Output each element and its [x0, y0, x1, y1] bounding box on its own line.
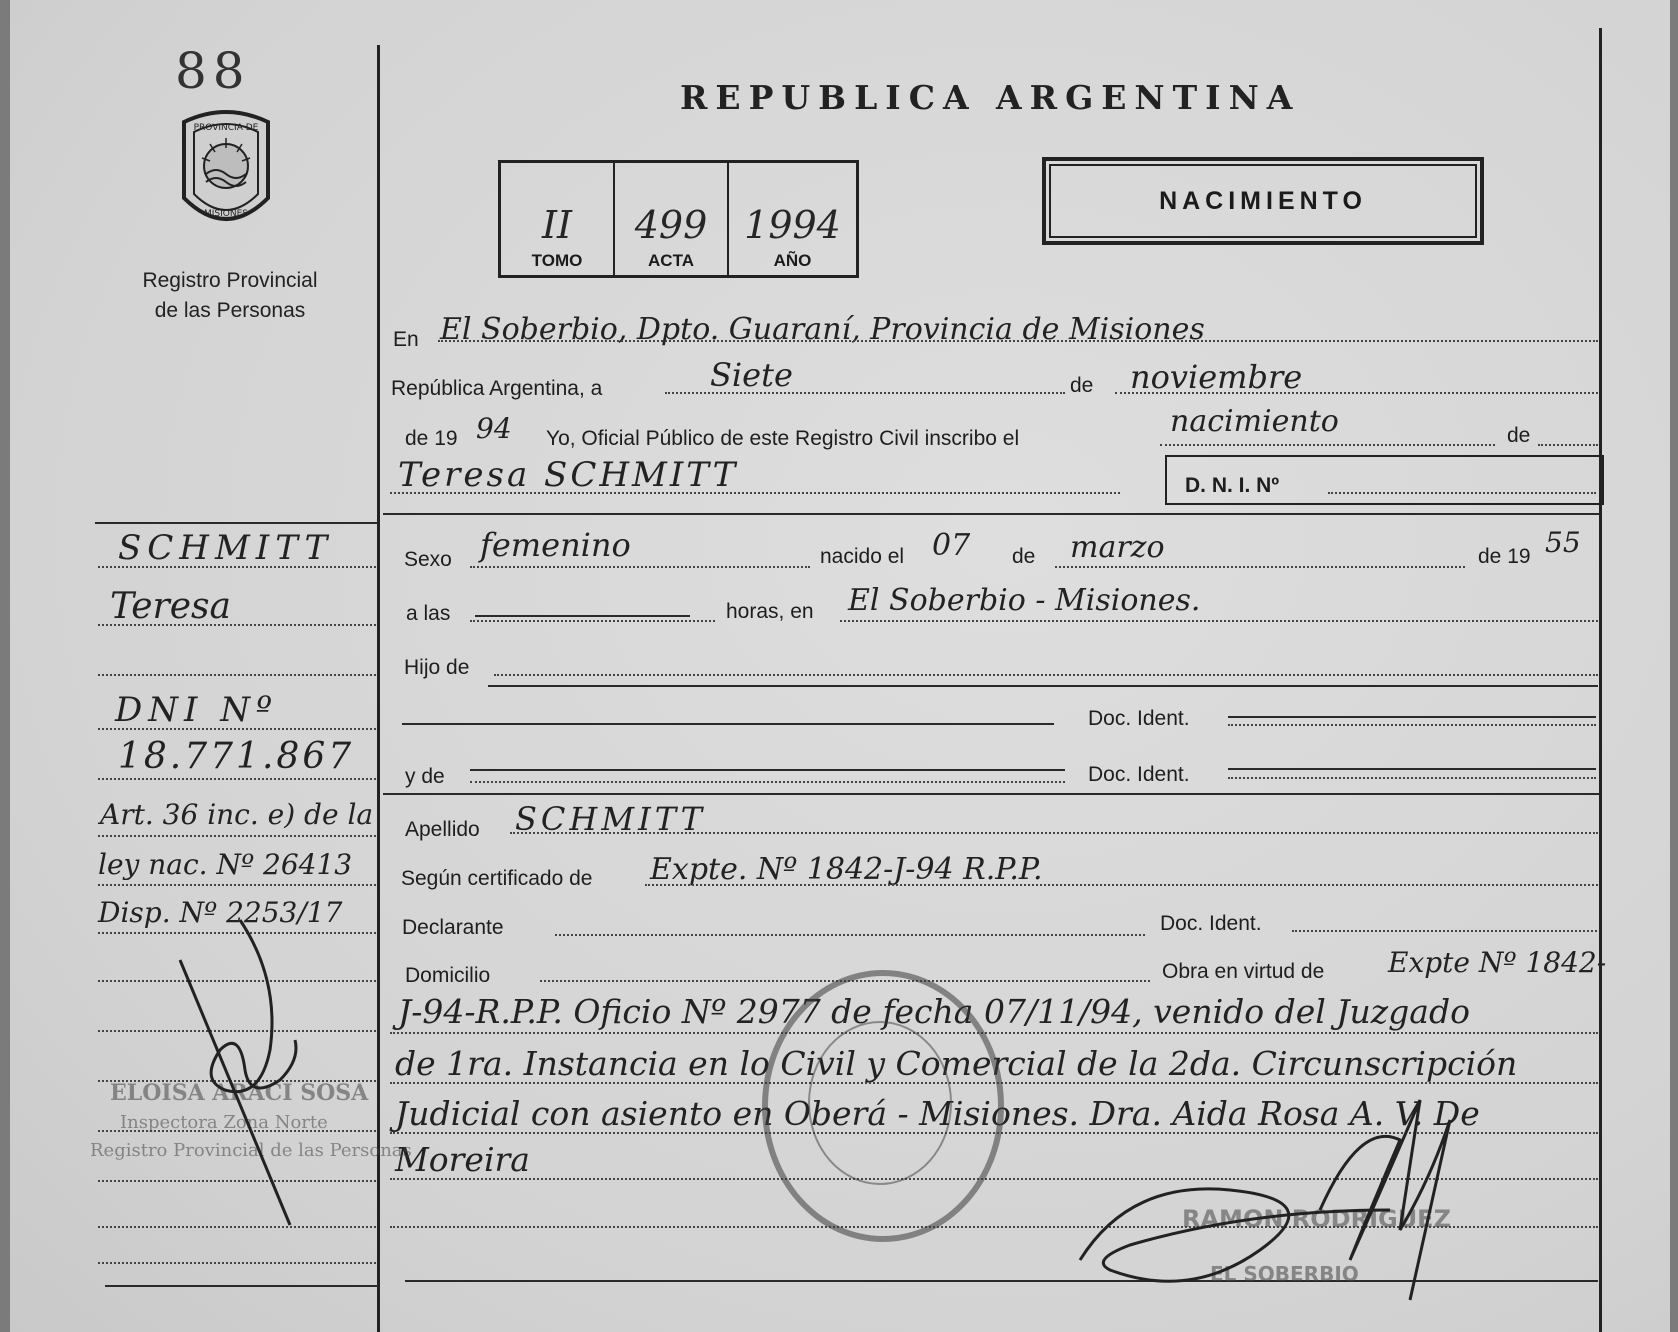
section-rule [383, 513, 1599, 515]
yde-label: y de [405, 765, 445, 788]
apellido-line [510, 832, 1598, 834]
section-rule-2 [383, 793, 1599, 795]
right-border [1599, 28, 1602, 1332]
horas-label: horas, en [726, 600, 814, 623]
place-value: El Soberbio - Misiones. [848, 583, 1201, 618]
margin-note-1: Art. 36 inc. e) de la [100, 798, 374, 831]
inspector-signature [170, 900, 310, 1230]
record-number-box [498, 160, 859, 278]
margin-line-6 [98, 835, 376, 837]
inspector-org-stamp: Registro Provincial de las Personas [90, 1140, 412, 1161]
nacido-label: nacido el [820, 545, 905, 568]
inspector-title-stamp: Inspectora Zona Norte [120, 1112, 328, 1133]
tomo-cell [501, 163, 615, 275]
seal-bottom-text: MISIONES [203, 209, 249, 219]
en-label: En [393, 328, 419, 351]
de2-label: de [1507, 424, 1531, 447]
ano-cell [729, 163, 856, 275]
obra-label: Obra en virtud de [1162, 960, 1325, 983]
margin-dni-label: DNI Nº [115, 690, 278, 730]
de1-label: de [1070, 374, 1094, 397]
yo-label: Yo, Oficial Público de este Registro Civil inscribo el [546, 427, 1020, 450]
doc2-rule [1228, 768, 1596, 770]
doc3-label: Doc. Ident. [1160, 912, 1262, 935]
margin-note-2: ley nac. Nº 26413 [98, 848, 353, 881]
ano-value: 1994 [744, 203, 841, 247]
day-value: Siete [710, 356, 793, 394]
hijo-rule [488, 685, 1598, 687]
acta-cell [615, 163, 729, 275]
dni-label: D. N. I. Nº [1185, 474, 1280, 497]
doc1-label: Doc. Ident. [1088, 707, 1190, 730]
margin-surname: SCHMITT [118, 528, 334, 568]
birth-day-value: 07 [932, 528, 971, 563]
declarante-line [555, 934, 1145, 936]
obra-line-1: J-94-R.P.P. Oficio Nº 2977 de fecha 07/11/94, venido del Juzgado [398, 992, 1470, 1031]
name-line [390, 492, 1120, 494]
birth-year-value: 55 [1545, 526, 1581, 559]
alas-label: a las [406, 602, 451, 625]
official-round-stamp [762, 970, 1004, 1242]
margin-line-2 [98, 624, 376, 626]
tomo-label: TOMO [531, 251, 583, 270]
column-divider [377, 45, 380, 1332]
dni-line [1328, 492, 1596, 494]
acta-value: 499 [634, 203, 708, 247]
registry-line-2: de las Personas [154, 299, 306, 322]
margin-given: Teresa [110, 586, 231, 627]
alas-dash [475, 615, 690, 617]
yde-line [470, 781, 1065, 783]
margin-line-7 [98, 884, 376, 886]
tomo-value: II [541, 203, 573, 247]
sexo-value: femenino [480, 526, 631, 564]
official-name-stamp: RAMON RODRIGUEZ [1182, 1205, 1451, 1233]
domicilio-label: Domicilio [405, 964, 491, 987]
doc1-rule-2 [1228, 716, 1596, 718]
obra-line-4: Moreira [395, 1140, 530, 1179]
en-value: El Soberbio, Dpto. Guaraní, Provincia de Misiones [440, 312, 1205, 347]
month-value: noviembre [1130, 358, 1303, 396]
country-title: REPUBLICA ARGENTINA [680, 78, 1301, 117]
inscribo-line [1160, 444, 1495, 446]
doc3-line [1292, 930, 1597, 932]
segun-value: Expte. Nº 1842-J-94 R.P.P. [650, 852, 1043, 887]
margin-dni-value: 18.771.867 [118, 736, 355, 777]
obra-value: Expte Nº 1842- [1388, 946, 1607, 979]
official-signature [1070, 1060, 1540, 1320]
yde-rule [470, 769, 1065, 771]
segun-line [645, 884, 1598, 886]
inspector-name-stamp: ELOISA ARACI SOSA [110, 1080, 369, 1106]
alas-line [470, 620, 715, 622]
ano-label: AÑO [773, 251, 812, 270]
provincial-seal-icon [170, 108, 282, 238]
doc2-label: Doc. Ident. [1088, 763, 1190, 786]
record-type-box: NACIMIENTO [1042, 157, 1484, 245]
hijo-line [494, 674, 1598, 676]
sexo-line [470, 566, 810, 568]
birth-year-prefix: de 19 [1478, 545, 1531, 568]
declarante-label: Declarante [402, 916, 504, 939]
seal-top-text: PROVINCIA DE [193, 123, 259, 133]
inscribo-value: nacimiento [1170, 404, 1339, 439]
year-prefix: de 19 [405, 427, 458, 450]
year-value: 94 [476, 412, 512, 445]
acta-label: ACTA [648, 251, 694, 270]
obra-line-3: Judicial con asiento en Oberá - Misiones. Dra. Aida Rosa A. V. De [395, 1094, 1480, 1133]
birth-certificate-page [10, 0, 1670, 1332]
obra-rule-1 [390, 1032, 1598, 1034]
month-line [1115, 392, 1598, 394]
en-line [438, 340, 1598, 342]
apellido-value: SCHMITT [515, 800, 706, 838]
margin-line-3 [98, 674, 376, 676]
day-line [665, 392, 1065, 394]
republica-label: República Argentina, a [391, 377, 603, 400]
name-value: Teresa SCHMITT [398, 455, 739, 495]
hijo-label: Hijo de [404, 656, 470, 679]
margin-rule-top [95, 522, 378, 524]
folio-number: 88 [175, 42, 251, 100]
margin-line-15 [98, 1262, 376, 1264]
registry-name [120, 266, 340, 326]
official-round-stamp-inner [808, 1021, 952, 1185]
sexo-label: Sexo [404, 548, 452, 571]
official-place-stamp: EL SOBERBIO [1210, 1262, 1359, 1286]
margin-line-5 [98, 778, 376, 780]
de3-label: de [1012, 545, 1036, 568]
margin-note-3: Disp. Nº 2253/17 [98, 896, 343, 929]
apellido-label: Apellido [405, 818, 480, 841]
obra-line-2: de 1ra. Instancia en lo Civil y Comercial de la 2da. Circunscripción [395, 1044, 1518, 1083]
margin-line-1 [98, 566, 376, 568]
de2-line [1538, 444, 1598, 446]
doc1-rule [402, 723, 1054, 725]
doc1-line [1228, 724, 1596, 726]
doc2-line [1228, 777, 1596, 779]
birth-month-line [1055, 566, 1465, 568]
margin-line-4 [98, 728, 376, 730]
place-line [840, 620, 1598, 622]
birth-month-value: marzo [1070, 530, 1165, 565]
registry-line-1: Registro Provincial [142, 269, 318, 292]
segun-label: Según certificado de [401, 867, 593, 890]
margin-rule-bottom [105, 1285, 378, 1287]
